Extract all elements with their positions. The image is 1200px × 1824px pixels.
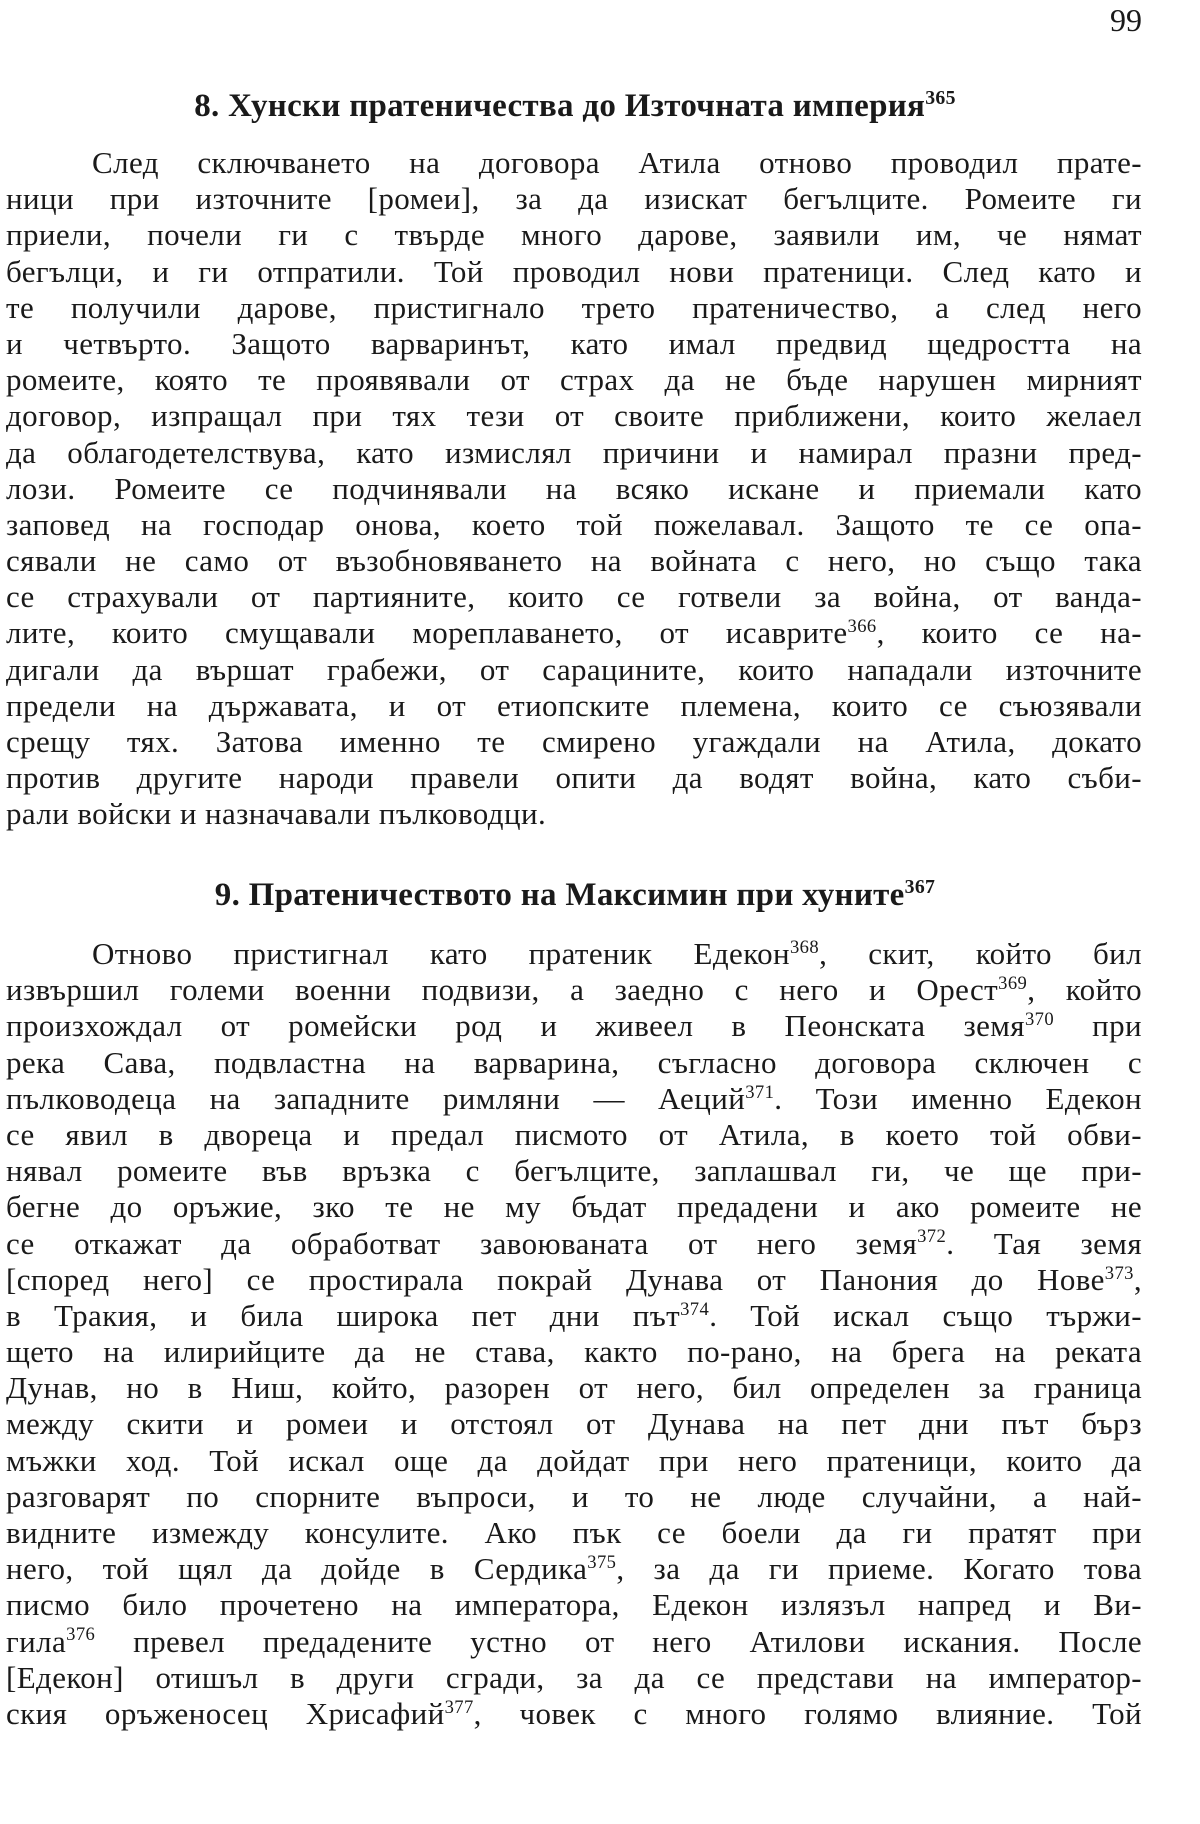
- footnote-ref: 368: [789, 936, 820, 958]
- text-line: [6, 1334, 1142, 1370]
- paragraph: [6, 936, 1142, 1732]
- text-line: [6, 1624, 1142, 1660]
- text-line: [6, 1696, 1142, 1732]
- text-line: [6, 326, 1142, 362]
- text-line: [6, 972, 1142, 1008]
- text-line: [6, 796, 1142, 832]
- text-run: при: [1054, 1008, 1142, 1044]
- text-run: договор, изпращал при тях тези от своите приближени, които желаел: [6, 398, 1142, 434]
- text-run: нявал ромеите във връзка с бегълците, заплашвал ги, че ще при-: [6, 1153, 1142, 1189]
- text-run: ,: [1133, 1261, 1142, 1297]
- text-run: видните измежду консулите. Ако пък се боели да ги пратят при: [6, 1515, 1142, 1550]
- text-line: [6, 652, 1142, 688]
- text-line: [6, 471, 1142, 507]
- text-run: срещу тях. Затова именно те смирено угаждали на Атила, докато: [6, 724, 1142, 759]
- page-number: 99: [1110, 2, 1142, 38]
- text-run: , който: [1027, 972, 1143, 1008]
- text-run: щето на илирийците да не става, както по-рано, на брега на реката: [6, 1334, 1142, 1370]
- text-line: [6, 1515, 1142, 1551]
- text-line: [6, 1153, 1142, 1189]
- text-run: се страхували от партияните, които се готвели за война, от ванда-: [6, 579, 1142, 615]
- text-run: След сключването на договора Атила отново проводил прате-: [92, 145, 1142, 180]
- text-line: [6, 290, 1142, 326]
- text-run: превел предадените устно от него Атилови искания. После: [95, 1623, 1142, 1659]
- footnote-ref: 377: [444, 1696, 474, 1718]
- text-run: приели, почели ги с твърде много дарове, заявили им, че нямат: [6, 217, 1142, 253]
- text-run: извършил големи военни подвизи, а заедно с него и Орест: [6, 972, 999, 1008]
- text-run: Отново пристигнал като пратеник Едекон: [92, 936, 790, 971]
- text-line: [6, 1587, 1142, 1623]
- text-line: [6, 1370, 1142, 1406]
- text-line: [6, 1443, 1142, 1479]
- text-line: [6, 1189, 1142, 1225]
- text-run: и четвърто. Защото варваринът, като имал предвид щедростта на: [6, 325, 1142, 361]
- text-line: [6, 145, 1142, 181]
- text-line: [6, 936, 1142, 972]
- text-run: . Тая земя: [946, 1225, 1142, 1261]
- text-run: те получили дарове, пристигнало трето пратеничество, а след него: [6, 289, 1142, 325]
- footnote-ref: 369: [998, 973, 1028, 995]
- footnote-ref: 376: [66, 1624, 96, 1646]
- text-line: [6, 1262, 1142, 1298]
- footnote-ref: 367: [904, 876, 936, 899]
- footnote-ref: 373: [1104, 1262, 1134, 1284]
- text-run: ския оръженосец Хрисафий: [6, 1695, 445, 1731]
- text-run: [Едекон] отишъл в други сгради, за да се представи на император-: [6, 1659, 1142, 1695]
- text-line: [6, 398, 1142, 434]
- text-run: река Сава, подвластна на варварина, съгласно договора сключен с: [6, 1044, 1142, 1080]
- text-line: [6, 688, 1142, 724]
- paragraph: [6, 145, 1142, 833]
- text-run: 9. Пратеничеството на Максимин при хуните: [214, 877, 905, 913]
- text-line: [6, 1117, 1142, 1153]
- text-run: сявали не само от възобновяването на войната с него, но също така: [6, 543, 1142, 579]
- text-run: се откажат да обработват завоюваната от него земя: [6, 1225, 918, 1261]
- text-run: , скит, който бил: [819, 936, 1142, 971]
- text-run: , които се на-: [876, 615, 1143, 651]
- text-run: гила: [6, 1623, 67, 1659]
- text-run: разговарят по спорните въпроси, и то не люде случайни, а най-: [6, 1478, 1142, 1514]
- section-heading: [0, 875, 1150, 919]
- text-line: [6, 217, 1142, 253]
- text-run: [според него] се простирала покрай Дунава от Панония до Нове: [6, 1261, 1105, 1297]
- text-line: [6, 1406, 1142, 1442]
- footnote-ref: 375: [587, 1552, 617, 1574]
- text-run: мъжки ход. Той искал още да дойдат при него пратеници, които да: [6, 1442, 1142, 1478]
- text-run: лите, които смущавали мореплаването, от исаврите: [6, 615, 848, 651]
- text-line: [6, 1551, 1142, 1587]
- text-run: пълководеца на западните римляни — Аеций: [6, 1080, 746, 1116]
- text-run: между скити и ромеи и отстоял от Дунава на пет дни път бърз: [6, 1406, 1142, 1442]
- text-run: ници при източните [ромеи], за да изискат бегълците. Ромеите ги: [6, 181, 1142, 217]
- text-run: писмо било прочетено на императора, Едекон излязъл напред и Ви-: [6, 1587, 1142, 1623]
- text-run: него, той щял да дойде в Сердика: [6, 1551, 588, 1587]
- text-run: ромеите, която те проявявали от страх да не бъде нарушен мирният: [6, 362, 1142, 398]
- section-heading: [0, 86, 1150, 130]
- text-line: [6, 1045, 1142, 1081]
- text-run: рали войски и назначавали пълководци.: [6, 796, 547, 832]
- text-run: се явил в двореца и предал писмото от Атила, в което той обви-: [6, 1116, 1142, 1152]
- text-line: [6, 254, 1142, 290]
- footnote-ref: 370: [1024, 1009, 1055, 1031]
- footnote-ref: 365: [925, 87, 956, 110]
- text-run: против другите народи правели опити да водят война, като съби-: [6, 760, 1142, 796]
- text-line: [6, 615, 1142, 651]
- text-run: бегне до оръжие, зко те не му бъдат предадени и ако ромеите не: [6, 1189, 1142, 1225]
- text-run: произхождал от ромейски род и живеел в Пеонската земя: [6, 1008, 1025, 1044]
- text-line: [6, 1008, 1142, 1044]
- footnote-ref: 374: [680, 1298, 710, 1320]
- text-line: [6, 760, 1142, 796]
- text-line: [6, 435, 1142, 471]
- text-run: да облагодетелствува, като измислял причини и намирал празни пред-: [6, 434, 1142, 470]
- text-line: [6, 181, 1142, 217]
- text-run: , човек с много голямо влияние. Той: [473, 1695, 1142, 1731]
- footnote-ref: 366: [847, 616, 877, 638]
- footnote-ref: 371: [745, 1081, 775, 1103]
- text-run: бегълци, и ги отпратили. Той проводил нови пратеници. След като и: [6, 253, 1142, 289]
- text-line: [6, 362, 1142, 398]
- text-line: [6, 1298, 1142, 1334]
- text-run: заповед на господар онова, което той пожелавал. Защото те се опа-: [6, 506, 1142, 542]
- text-line: [6, 1660, 1142, 1696]
- text-line: [6, 579, 1142, 615]
- text-run: . Този именно Едекон: [774, 1080, 1142, 1116]
- text-run: в Тракия, и била широка пет дни път: [6, 1297, 681, 1333]
- text-run: предели на държавата, и от етиопските племена, които се съюзявали: [6, 687, 1142, 723]
- footnote-ref: 372: [917, 1226, 947, 1248]
- text-line: [6, 507, 1142, 543]
- text-run: , за да ги приеме. Когато това: [616, 1551, 1142, 1587]
- text-run: лози. Ромеите се подчинявали на всяко искане и приемали като: [6, 470, 1142, 506]
- text-run: дигали да вършат грабежи, от сарацините, които нападали източните: [6, 651, 1142, 687]
- text-line: [6, 1226, 1142, 1262]
- text-line: [6, 543, 1142, 579]
- text-line: [6, 1479, 1142, 1515]
- text-run: Дунав, но в Ниш, който, разорен от него, бил определен за граница: [6, 1370, 1142, 1406]
- text-run: 8. Хунски пратеничества до Източната империя: [194, 88, 926, 124]
- text-run: . Той искал също тържи-: [709, 1297, 1142, 1333]
- text-line: [6, 1081, 1142, 1117]
- text-line: [6, 724, 1142, 760]
